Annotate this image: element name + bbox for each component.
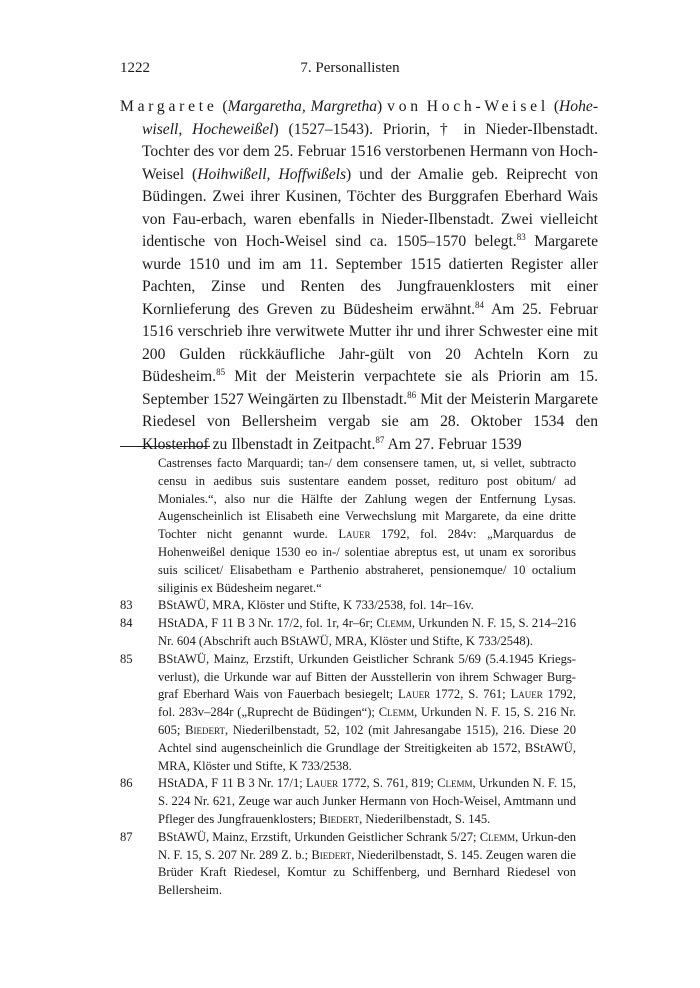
footnote-rule bbox=[120, 446, 210, 447]
name-variants: Margaretha, Margretha bbox=[227, 98, 378, 115]
footnote-text: HStADA, F 11 B 3 Nr. 17/2, fol. 1r, 4r–6r; Clemm, Urkunden N. F. 15, S. 214–216 Nr. 604 (Abschrift auch BStAWÜ, MRA, Klöster und Stifte, K 733/2548). bbox=[158, 616, 577, 648]
footnote-text: 1792, fol. 284v: „Marquardus de Hohenweißel denique 1530 eo in-/ solentiae abreptus est, ut unam ex sororibus suis scilicet/ Elisabetham e Parthenio abstraheret, pensionemque/ 10 octalium siliginis ex Büdesheim negaret.“ bbox=[158, 527, 576, 595]
footnote-ref[interactable]: 83 bbox=[516, 232, 526, 242]
footnote-number: 83 bbox=[120, 598, 133, 613]
author-name: Biedert bbox=[311, 847, 352, 862]
place-variants: Hohe-wisell, Hocheweißel bbox=[142, 98, 599, 138]
author-name: Clemm bbox=[378, 705, 415, 720]
footnotes bbox=[120, 455, 576, 900]
footnote-ref[interactable]: 86 bbox=[407, 389, 417, 400]
person-name: Margarete bbox=[120, 98, 218, 115]
body-text: Margarete wurde 1510 und im am 11. September 1515 datierten Register aller Pachten, Zinse und Renten des Jungfrauenklosters mit einer Kornlieferung des Greven zu Büdesheim erwähnt. bbox=[142, 233, 598, 318]
footnote-ref[interactable]: 84 bbox=[475, 299, 485, 310]
footnote-number: 84 bbox=[120, 616, 133, 631]
page-number: 1222 bbox=[120, 60, 150, 76]
footnote-ref[interactable]: 87 bbox=[375, 434, 385, 445]
footnote-85 bbox=[120, 651, 576, 776]
body-text: Mit der Meisterin verpachtete sie als Priorin am 15. September 1527 Weingärten zu Ilbenstadt. bbox=[142, 368, 598, 408]
author-name: Clemm bbox=[376, 616, 412, 631]
place-variants-2: Hoihwißell, Hoffwißels bbox=[197, 165, 347, 183]
footnote-87 bbox=[120, 829, 576, 900]
von-word: von bbox=[387, 98, 422, 115]
body-text: Am 25. Februar 1516 verschrieb ihre verwitwete Mutter ihr und ihrer Schwester eine mit 200 Gulden rückkäufliche Jahr-gült von 20 Achteln Korn zu Büdesheim. bbox=[142, 300, 598, 385]
footnote-text: Castrenses facto Marquardi; tan-/ dem consensere tamen, ut, si vellet, subtracto censu in aedibus suis sustentare eandem posset, redituro post obitum/ ad Moniales.“, also nur die Hälfte der Zahlung wegen der Entfernung Lysas. Augenscheinlich ist Elisabeth eine Verwechslung mit Margarete, da eine dritte Tochter nicht genannt wurde. bbox=[158, 456, 576, 542]
running-head: 7. Personallisten bbox=[300, 60, 400, 76]
body-text: Am 27. Februar 1539 bbox=[384, 435, 522, 453]
body-text: Mit der Meisterin Margarete Riedesel von Bellersheim vergab sie am 28. Oktober 1534 den Klosterhof zu Ilbenstadt in Zeitpacht. bbox=[142, 390, 598, 453]
footnote-number: 87 bbox=[120, 829, 133, 844]
footnote-83 bbox=[120, 597, 576, 615]
author-name: Biedert bbox=[185, 722, 226, 737]
author-name: Lauer bbox=[338, 527, 371, 542]
footnote-text: BStAWÜ, MRA, Klöster und Stifte, K 733/2538, fol. 14r–16v. bbox=[158, 598, 474, 613]
author-name: Lauer bbox=[397, 687, 431, 702]
footnote-86 bbox=[120, 775, 576, 828]
footnote-text: BStAWÜ, Mainz, Erzstift, Urkunden Geistlicher Schrank 5/27; Clemm, Urkun-den N. F. 15, S. 207 Nr. 289 Z. b.; Biedert, Niederilbenstadt, S. 145. Zeugen waren die Brüder Kraft Riedesel, Komtur zu Schiffenberg, und Bernhard Riedesel von Bellersheim. bbox=[158, 829, 576, 898]
place-name: Hoch-Weisel bbox=[426, 98, 549, 115]
main-text: Margarete (Margaretha, Margretha) von Hoch-Weisel (Hohe-wisell, Hocheweißel) (1527–1543). Priorin, † in Nieder-Ilbenstadt. Tochter des vor dem 25. Februar 1516 verstorbenen Hermann von Hoch-Weisel (Hoihwißell, Hoffwißels) und der Amalie geb. Reiprecht von Büdingen. Zwei ihrer Kusinen, Töchter des Burggrafen Eberhard Wais von Fau-erbach, waren ebenfalls in Nieder-Ilbenstadt. Zwei vielleicht identische von Hoch-Weisel sind ca. 1505–1570 belegt.$^{83}$ Margarete wurde 1510 und im am 11. September 1515 datierten Register aller Pachten, Zinse und Renten des Jungfrauenklosters mit einer Kornlieferung des Greven zu Büdesheim erwähnt.$^{84}$ Am 25. Februar 1516 verschrieb ihre verwitwete Mutter ihr und ihrer Schwester eine mit 200 Gulden rückkäufliche Jahr-gült von 20 Achteln Korn zu Büdesheim.$^{85}$ Mit der Meisterin verpachtete sie als Priorin am 15. September 1527 Weingärten zu Ilbenstadt.$^{86}$ Mit der Meisterin Margarete Riedesel von Bellersheim vergab sie am 28. Oktober 1534 den Klosterhof zu Ilbenstadt in Zeitpacht.$^{87}$ Am 27. Februar 1539 bbox=[120, 98, 599, 453]
footnote-text: BStAWÜ, Mainz, Erzstift, Urkunden Geistlicher Schrank 5/69 (5.4.1945 Kriegs-verlust), die Urkunde war auf Bitten der Ausstellerin von ihrem Schwager Burg-graf Eberhard Wais von Fauerbach besiegelt; Lauer 1772, S. 761; Lauer 1792, fol. 283v–284r („Ruprecht de Büdingen“); Clemm, Urkunden N. F. 15, S. 216 Nr. 605; Biedert, Niederilbenstadt, 52, 102 (mit Jahresangabe 1515), 216. Diese 20 Achtel sind augenscheinlich die Grundlage der Streitigkeiten ab 1572, BStAWÜ, MRA, Klöster und Stifte, K 733/2538. bbox=[158, 651, 576, 773]
author-name: Lauer bbox=[305, 776, 339, 791]
footnote-number: 86 bbox=[120, 776, 133, 791]
footnote-number: 85 bbox=[120, 651, 133, 666]
author-name: Clemm bbox=[479, 829, 516, 844]
body-text: ) und der Amalie geb. Reiprecht von Büdingen. Zwei ihrer Kusinen, Töchter des Burggrafen Eberhard Wais von Fau-erbach, waren ebenfalls in Nieder-Ilbenstadt. Zwei vielleicht identische von Hoch-Weisel sind ca. 1505–1570 belegt. bbox=[142, 165, 598, 250]
author-name: Lauer bbox=[510, 687, 543, 702]
author-name: Biedert bbox=[319, 811, 360, 826]
author-name: Clemm bbox=[437, 776, 473, 791]
footnote-continuation bbox=[120, 455, 576, 597]
footnote-ref[interactable]: 85 bbox=[216, 367, 226, 377]
footnote-84 bbox=[120, 615, 576, 651]
body-text: (1527–1543). Priorin, † in Nieder-Ilbenstadt. Tochter des vor dem 25. Februar 1516 verstorbenen Hermann von Hoch-Weisel ( bbox=[142, 120, 598, 183]
footnote-text: HStADA, F 11 B 3 Nr. 17/1; Lauer 1772, S. 761, 819; Clemm, Urkunden N. F. 15, S. 224 Nr. 621, Zeuge war auch Junker Hermann von Hoch-Weisel, Amtmann und Pfleger des Jungfrauenklosters; Biedert, Niederilbenstadt, S. 145. bbox=[158, 776, 577, 826]
